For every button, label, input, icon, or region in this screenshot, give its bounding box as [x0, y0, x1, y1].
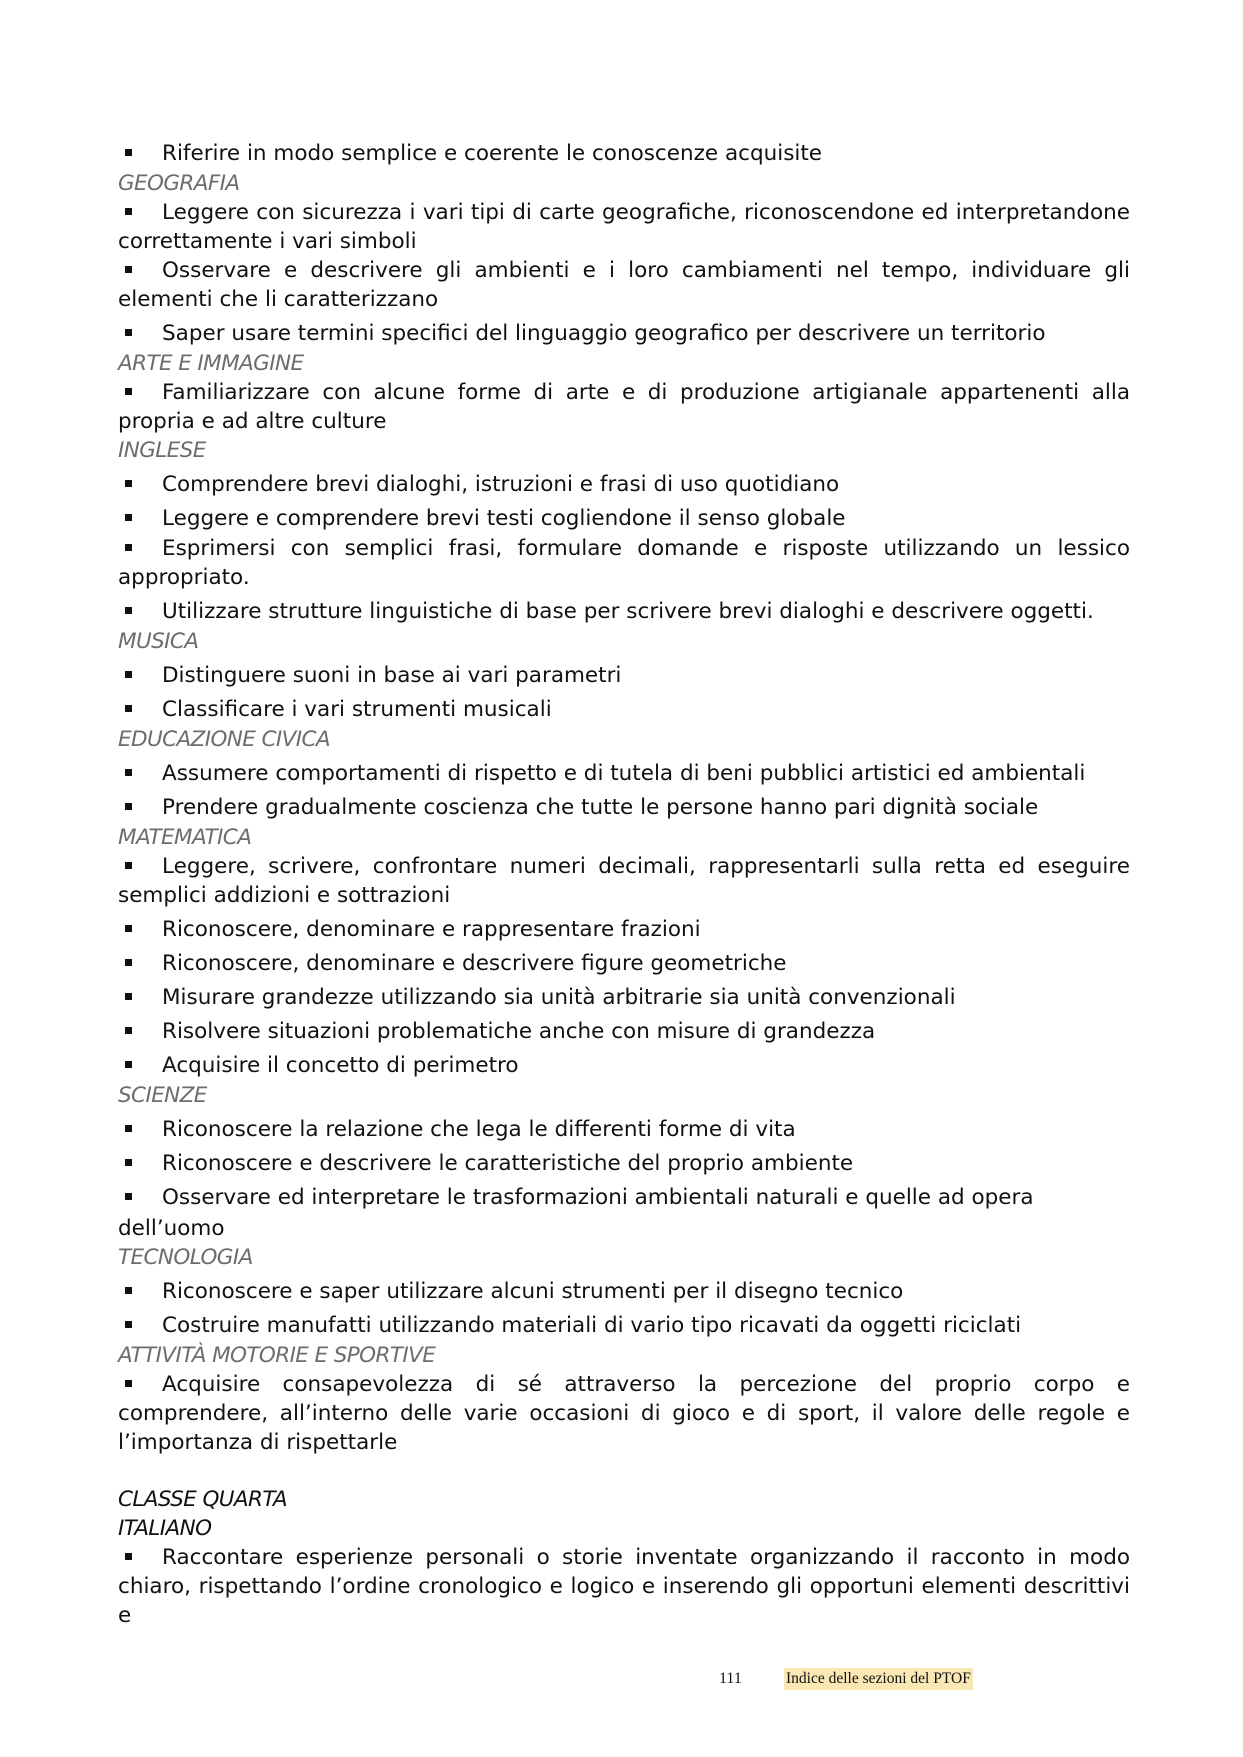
list-item-text: Saper usare termini specifici del linguaggio geografico per descrivere un territorio [162, 321, 1046, 346]
list-item-text: Distinguere suoni in base ai vari parametri [162, 663, 622, 688]
subject-heading: SCIENZE [118, 1083, 207, 1108]
list-item-text: Acquisire il concetto di perimetro [162, 1053, 519, 1078]
list-item-text: Leggere con sicurezza i vari tipi di carte geografiche, riconoscendone ed interpretandone correttamente i vari simboli [118, 200, 1130, 254]
list-item [118, 198, 1130, 256]
square-bullet-icon [125, 544, 132, 551]
square-bullet-icon [125, 959, 132, 966]
list-item-text: Osservare e descrivere gli ambienti e i loro cambiamenti nel tempo, individuare gli elementi che li caratterizzano [118, 258, 1130, 312]
square-bullet-icon [125, 1380, 132, 1387]
subject-heading: MATEMATICA [118, 825, 252, 850]
subject-heading: TECNOLOGIA [118, 1245, 253, 1270]
list-item-text: Familiarizzare con alcune forme di arte e di produzione artigianale appartenenti alla propria e ad altre culture [118, 380, 1130, 434]
list-item-text: Comprendere brevi dialoghi, istruzioni e frasi di uso quotidiano [162, 472, 840, 497]
list-item [118, 852, 1130, 910]
square-bullet-icon [125, 1125, 132, 1132]
square-bullet-icon [125, 1193, 132, 1200]
list-item [118, 139, 1130, 168]
list-item [118, 983, 1130, 1012]
subject-heading: ITALIANO [118, 1516, 212, 1541]
list-item [118, 949, 1130, 978]
list-item-text: Esprimersi con semplici frasi, formulare domande e risposte utilizzando un lessico appropriato. [118, 536, 1130, 590]
square-bullet-icon [125, 1027, 132, 1034]
list-item [118, 1149, 1130, 1178]
list-item-text: Riconoscere la relazione che lega le differenti forme di vita [162, 1117, 796, 1142]
subject-heading: MUSICA [118, 629, 199, 654]
square-bullet-icon [125, 1061, 132, 1068]
list-item-text: Costruire manufatti utilizzando materiali di vario tipo ricavati da oggetti riciclati [162, 1313, 1022, 1338]
list-item-continuation: dell’uomo [118, 1216, 225, 1241]
list-item-text: Raccontare esperienze personali o storie inventate organizzando il racconto in modo chiaro, rispettando l’ordine cronologico e logico e inserendo gli opportuni elementi descrittivi e [118, 1545, 1130, 1628]
list-item [118, 1051, 1130, 1080]
list-item [118, 1311, 1130, 1340]
list-item [118, 534, 1130, 592]
square-bullet-icon [125, 705, 132, 712]
list-item-text: Leggere e comprendere brevi testi cogliendone il senso globale [162, 506, 846, 531]
list-item [118, 1277, 1130, 1306]
subject-heading: ARTE E IMMAGINE [118, 351, 304, 376]
list-item [118, 597, 1130, 626]
list-item-text: Assumere comportamenti di rispetto e di tutela di beni pubblici artistici ed ambientali [162, 761, 1086, 786]
list-item-text: Leggere, scrivere, confrontare numeri decimali, rappresentarli sulla retta ed eseguire semplici addizioni e sottrazioni [118, 854, 1130, 908]
square-bullet-icon [125, 1321, 132, 1328]
list-item-text: Riferire in modo semplice e coerente le conoscenze acquisite [162, 141, 823, 166]
square-bullet-icon [125, 149, 132, 156]
subject-heading: CLASSE QUARTA [118, 1487, 288, 1512]
list-item [118, 915, 1130, 944]
index-link[interactable]: Indice delle sezioni del PTOF [784, 1668, 973, 1690]
list-item-text: Prendere gradualmente coscienza che tutte le persone hanno pari dignità sociale [162, 795, 1039, 820]
list-item [118, 1017, 1130, 1046]
section-gap [118, 1457, 1130, 1485]
list-item [118, 793, 1130, 822]
subject-heading: EDUCAZIONE CIVICA [118, 727, 331, 752]
list-item [118, 470, 1130, 499]
square-bullet-icon [125, 671, 132, 678]
page-number: 111 [719, 1670, 742, 1687]
page-footer [0, 1666, 1243, 1696]
square-bullet-icon [125, 607, 132, 614]
square-bullet-icon [125, 1553, 132, 1560]
list-item-text: Riconoscere, denominare e rappresentare frazioni [162, 917, 701, 942]
list-item [118, 1183, 1130, 1212]
list-item-text: Riconoscere, denominare e descrivere figure geometriche [162, 951, 787, 976]
square-bullet-icon [125, 329, 132, 336]
subject-heading: INGLESE [118, 438, 206, 463]
square-bullet-icon [125, 1287, 132, 1294]
list-item [118, 759, 1130, 788]
list-item-text: Risolvere situazioni problematiche anche con misure di grandezza [162, 1019, 876, 1044]
square-bullet-icon [125, 266, 132, 273]
list-item [118, 1370, 1130, 1457]
list-item-text: Riconoscere e descrivere le caratteristiche del proprio ambiente [162, 1151, 854, 1176]
square-bullet-icon [125, 803, 132, 810]
list-item [118, 319, 1130, 348]
subject-heading: GEOGRAFIA [118, 171, 240, 196]
square-bullet-icon [125, 925, 132, 932]
list-item [118, 378, 1130, 436]
square-bullet-icon [125, 514, 132, 521]
list-item [118, 256, 1130, 314]
square-bullet-icon [125, 208, 132, 215]
list-item [118, 695, 1130, 724]
square-bullet-icon [125, 993, 132, 1000]
list-item [118, 1115, 1130, 1144]
subject-heading: ATTIVITÀ MOTORIE E SPORTIVE [118, 1343, 436, 1368]
square-bullet-icon [125, 388, 132, 395]
list-item [118, 1543, 1130, 1630]
document-body [118, 134, 1130, 1630]
square-bullet-icon [125, 862, 132, 869]
list-item-text: Osservare ed interpretare le trasformazioni ambientali naturali e quelle ad opera [162, 1185, 1034, 1210]
square-bullet-icon [125, 1159, 132, 1166]
square-bullet-icon [125, 480, 132, 487]
list-item-text: Classificare i vari strumenti musicali [162, 697, 552, 722]
list-item-text: Utilizzare strutture linguistiche di base per scrivere brevi dialoghi e descrivere oggetti. [162, 599, 1094, 624]
list-item [118, 661, 1130, 690]
list-item-text: Riconoscere e saper utilizzare alcuni strumenti per il disegno tecnico [162, 1279, 904, 1304]
list-item-text: Acquisire consapevolezza di sé attraverso la percezione del proprio corpo e comprendere, all’interno delle varie occasioni di gioco e di sport, il valore delle regole e l’importanza di rispettarle [118, 1372, 1130, 1455]
list-item [118, 504, 1130, 533]
square-bullet-icon [125, 769, 132, 776]
list-item-text: Misurare grandezze utilizzando sia unità arbitrarie sia unità convenzionali [162, 985, 956, 1010]
